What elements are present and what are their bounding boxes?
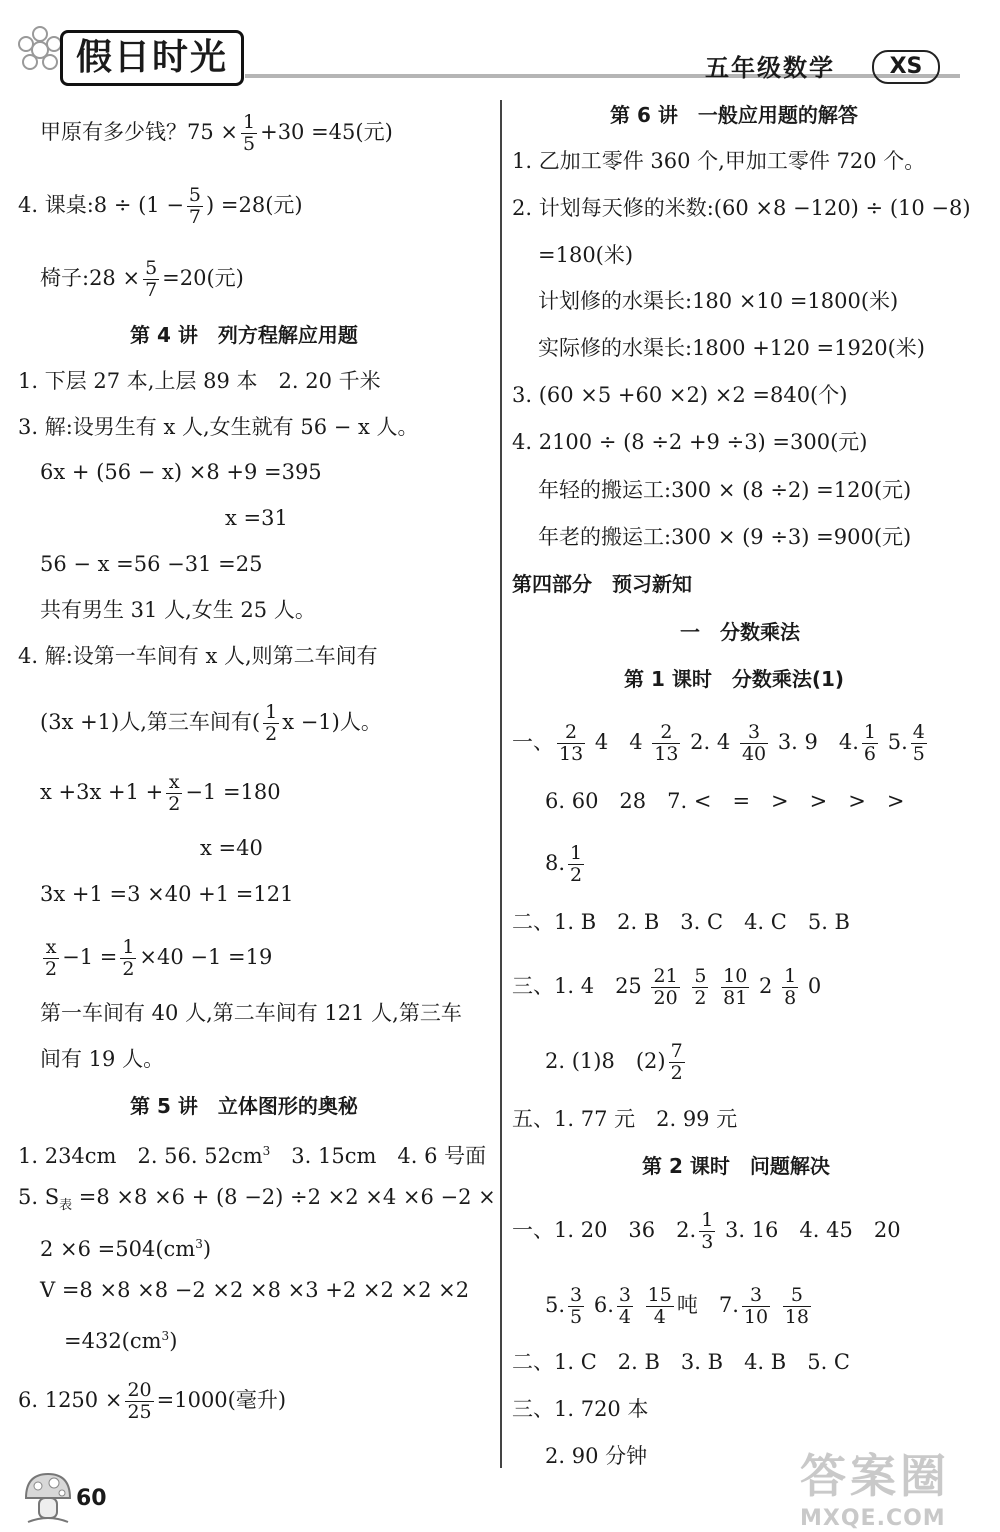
equation-line: 6x + (56 − x) ×8 +9 =395 <box>40 460 322 484</box>
equation-line: 56 − x =56 −31 =25 <box>40 552 263 576</box>
equation-line: x =40 <box>200 836 263 860</box>
fraction: $\frac{2}{13}$ <box>559 721 584 765</box>
answer-line: 2. (1)8 (2) $\frac{7}{2}$ <box>545 1040 683 1084</box>
answer-line: 3. (60 ×5 +60 ×2) ×2 =840(个) <box>512 383 848 407</box>
answer-line: 1. 下层 27 本,上层 89 本 2. 20 千米 <box>18 369 381 393</box>
answer-line: 年轻的搬运工:300 × (8 ÷2) =120(元) <box>538 478 912 502</box>
watermark-title: 答案圈 <box>800 1449 950 1503</box>
fraction: $\frac{5}{2}$ <box>694 965 707 1009</box>
column-divider <box>500 100 502 1468</box>
lesson-heading: 第 1 课时 分数乘法(1) <box>624 667 845 691</box>
equation-line: 6. 1250 × $\frac{20}{25}$ =1000(毫升) <box>18 1379 287 1423</box>
watermark <box>800 1440 990 1530</box>
fraction: $\frac{3}{10}$ <box>743 1284 769 1328</box>
answer-line: 8. $\frac{1}{2}$ <box>545 842 583 886</box>
answer-line: 1. 乙加工零件 360 个,甲加工零件 720 个。 <box>512 149 926 173</box>
equation-line: 5. $S_表 =8 \times 8 \times 6 + (8 -2) \div 2 \times 2 \times 4 \times 6 -2$ × <box>18 1185 496 1214</box>
fraction: $\frac{4}{5}$ <box>912 721 925 765</box>
edition-badge: XS <box>872 50 940 84</box>
answer-line: 五、1. 77 元 2. 99 元 <box>512 1107 738 1131</box>
answer-line: 三、1. 720 本 <box>512 1397 649 1421</box>
answer-line: 2. 计划每天修的米数:(60 ×8 −120) ÷ (10 −8) <box>512 196 971 220</box>
fraction: $\frac{21}{20}$ <box>653 965 678 1009</box>
fraction: $\frac{1}{2}$ <box>122 936 135 980</box>
answer-line: 4. 2100 ÷ (8 ÷2 +9 ÷3) =300(元) <box>512 430 868 454</box>
answer-line: 6. 60 28 7. < = > > > > <box>545 789 905 813</box>
section-heading: 第 6 讲 一般应用题的解答 <box>610 103 858 127</box>
fraction: $\frac{1}{6}$ <box>863 721 877 765</box>
equation-line: $=432(cm^3)$ <box>64 1329 178 1353</box>
answer-line: 5. $\frac{3}{5}$ 6. $\frac{3}{4}$ $\frac{15}{4}$ 吨 7. $\frac{3}{10}$ $\frac{5}{18}$ <box>545 1284 809 1328</box>
answer-line: 二、1. B 2. B 3. C 4. C 5. B <box>512 910 850 934</box>
fraction: $\frac{3}{4}$ <box>618 1284 631 1328</box>
flower-icon <box>18 24 62 74</box>
answer-line: 计划修的水渠长:180 ×10 =1800(米) <box>538 289 899 313</box>
answer-line: 1. 234cm 2. 56. $52cm^3$ 3. 15cm 4. 6 号面 <box>18 1144 487 1168</box>
fraction: $\frac{1}{5}$ <box>243 111 256 155</box>
fraction: $\frac{20}{25}$ <box>127 1379 152 1423</box>
section-heading: 第 5 讲 立体图形的奥秘 <box>130 1094 358 1118</box>
fraction: $\frac{3}{5}$ <box>570 1284 583 1328</box>
fraction: $\frac{5}{7}$ <box>145 257 158 301</box>
equation-line: 3x +1 =3 ×40 +1 =121 <box>40 882 294 906</box>
answer-line: 第一车间有 40 人,第二车间有 121 人,第三车 <box>40 1001 462 1025</box>
fraction: $\frac{1}{2}$ <box>265 701 278 745</box>
fraction: $\frac{1}{3}$ <box>701 1209 714 1253</box>
equation-line: $\frac{x}{2}$ −1 = $\frac{1}{2}$ ×40 −1 =19 <box>45 936 273 980</box>
part-heading: 第四部分 预习新知 <box>512 572 692 596</box>
fraction: $\frac{5}{7}$ <box>188 184 202 228</box>
answer-line: 椅子:28 × $\frac{5}{7}$ =20(元) <box>40 257 244 301</box>
fraction: $\frac{x}{2}$ <box>168 771 181 815</box>
answer-line: 4. 解:设第一车间有 x 人,则第二车间有 <box>18 644 378 668</box>
fraction: $\frac{5}{18}$ <box>784 1284 809 1328</box>
header-rule <box>245 74 960 78</box>
answer-line: 共有男生 31 人,女生 25 人。 <box>40 598 316 622</box>
lesson-heading: 第 2 课时 问题解决 <box>642 1154 830 1178</box>
unit-heading: 一 分数乘法 <box>680 620 800 644</box>
subject-title: 五年级数学 <box>705 54 835 82</box>
answer-line: 甲原有多少钱？75 × $\frac{1}{5}$ +30 =45(元) <box>40 111 393 155</box>
page-header <box>0 0 1000 95</box>
fraction: $\frac{3}{40}$ <box>741 721 767 765</box>
fraction: $\frac{7}{2}$ <box>670 1040 683 1084</box>
equation-line: x =31 <box>225 506 288 530</box>
answer-line: 4. 课桌:8 ÷ (1 − $\frac{5}{7}$ ) =28(元) <box>18 184 303 228</box>
answer-line: (3x +1)人,第三车间有( $\frac{1}{2}$ x −1)人。 <box>40 701 382 745</box>
answer-line: 3. 解:设男生有 x 人,女生就有 56 − x 人。 <box>18 415 419 439</box>
mushroom-icon <box>22 1470 74 1526</box>
section-heading: 第 4 讲 列方程解应用题 <box>130 323 358 347</box>
fraction: $\frac{10}{81}$ <box>723 965 748 1009</box>
answer-line: 年老的搬运工:300 × (9 ÷3) =900(元) <box>538 525 912 549</box>
page-number: 60 <box>76 1486 107 1511</box>
fraction: $\frac{15}{4}$ <box>647 1284 672 1328</box>
fraction: $\frac{2}{13}$ <box>654 721 679 765</box>
fraction: $\frac{x}{2}$ <box>45 936 58 980</box>
fraction: $\frac{1}{2}$ <box>570 842 583 886</box>
answer-line: 一、 $\frac{2}{13}$ 4 4 $\frac{2}{13}$ 2. 4 $\frac{3}{40}$ 3. 9 4. $\frac{1}{6}$ 5. $\frac{4}{5}$ <box>512 721 925 765</box>
answer-line: 三、1. 4 25 $\frac{21}{20}$ $\frac{5}{2}$ $\frac{10}{81}$ 2 $\frac{1}{8}$ 0 <box>512 965 822 1009</box>
equation-line: x +3x +1 + $\frac{x}{2}$ −1 =180 <box>40 771 281 815</box>
book-logo: 假日时光 <box>60 30 244 86</box>
answer-line: =180(米) <box>538 243 634 267</box>
watermark-url: MXQE.COM <box>800 1506 946 1531</box>
answer-line: 间有 19 人。 <box>40 1047 165 1071</box>
answer-line: 二、1. C 2. B 3. B 4. B 5. C <box>512 1350 850 1374</box>
answer-line: 实际修的水渠长:1800 +120 =1920(米) <box>538 336 925 360</box>
equation-line: V =8 ×8 ×8 −2 ×2 ×8 ×3 +2 ×2 ×2 ×2 <box>40 1278 470 1302</box>
equation-line: $2 \times 6 =504(cm^3)$ <box>40 1237 212 1261</box>
answer-line: 2. 90 分钟 <box>545 1444 648 1468</box>
answer-line: 一、1. 20 36 2. $\frac{1}{3}$ 3. 16 4. 45 20 <box>512 1209 901 1253</box>
fraction: $\frac{1}{8}$ <box>784 965 797 1009</box>
